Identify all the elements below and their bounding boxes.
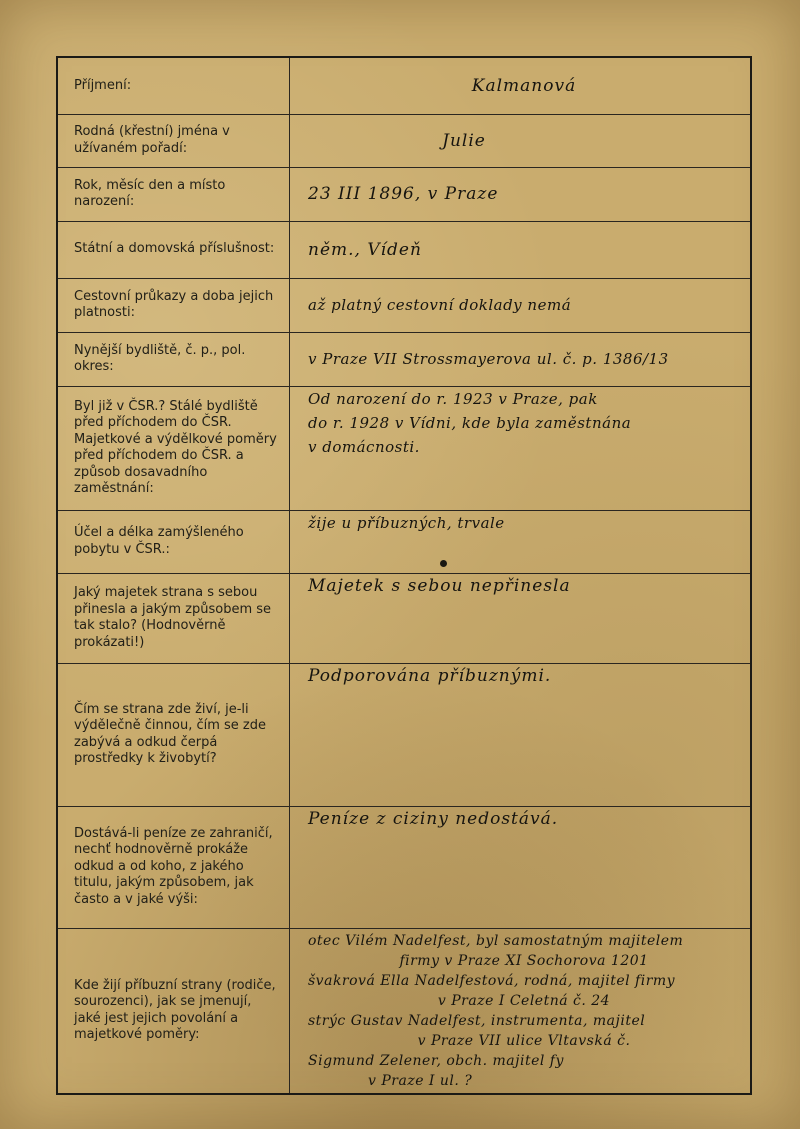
handwritten-line: do r. 1928 v Vídni, kde byla zaměstnána bbox=[308, 413, 632, 432]
form-row-previous-stay bbox=[57, 386, 751, 510]
label-text: Příjmení: bbox=[74, 77, 132, 93]
handwritten-text: v Praze VII Strossmayerova ul. č. p. 1386/13 bbox=[308, 350, 669, 368]
handwritten-line: švakrová Ella Nadelfestová, rodná, majitel firmy bbox=[308, 972, 676, 989]
registration-form-table bbox=[56, 56, 752, 1095]
handwritten-line: v Praze I ul. ? bbox=[368, 1072, 473, 1089]
form-label bbox=[57, 510, 290, 573]
form-label bbox=[57, 114, 290, 167]
form-row-foreign-money bbox=[57, 806, 751, 928]
form-label bbox=[57, 663, 290, 806]
handwritten-text: Peníze z ciziny nedostává. bbox=[308, 808, 559, 829]
handwritten-text: 23 III 1896, v Praze bbox=[308, 184, 499, 204]
label-text: Rok, měsíc den a místo narození: bbox=[74, 177, 226, 209]
form-row-surname bbox=[57, 57, 751, 114]
form-row-birth bbox=[57, 167, 751, 221]
form-row-relatives bbox=[57, 928, 751, 1094]
handwritten-line: firmy v Praze XI Sochorova 1201 bbox=[399, 952, 649, 969]
handwritten-line: v Praze VII ulice Vltavská č. bbox=[417, 1032, 631, 1049]
handwritten-line: strýc Gustav Nadelfest, instrumenta, majitel bbox=[308, 1012, 646, 1029]
form-label bbox=[57, 332, 290, 386]
label-text: Cestovní průkazy a doba jejich platnosti: bbox=[74, 288, 274, 320]
handwritten-line: Sigmund Zelener, obch. majitel fy bbox=[308, 1052, 564, 1069]
form-answer bbox=[290, 278, 752, 332]
handwritten-text: až platný cestovní doklady nemá bbox=[308, 296, 572, 314]
form-answer bbox=[290, 114, 752, 167]
label-text: Byl již v ČSR.? Stálé bydliště před příchodem do ČSR. Majetkové a výdělkové poměry před příchodem do ČSR. a způsob dosavadního zaměstnání: bbox=[74, 398, 277, 496]
handwritten-text: Majetek s sebou nepřinesla bbox=[308, 575, 571, 596]
handwritten-text: Kalmanová bbox=[471, 75, 577, 96]
form-row-nationality bbox=[57, 221, 751, 278]
ink-dot bbox=[440, 560, 447, 567]
label-text: Účel a délka zamýšleného pobytu v ČSR.: bbox=[74, 525, 244, 557]
handwritten-text: Julie bbox=[442, 130, 486, 151]
form-answer bbox=[290, 332, 752, 386]
form-answer bbox=[290, 221, 752, 278]
label-text: Jaký majetek strana s sebou přinesla a jakým způsobem se tak stalo? (Hodnověrně prokázati!) bbox=[74, 585, 272, 650]
form-row-livelihood bbox=[57, 663, 751, 806]
form-label bbox=[57, 278, 290, 332]
label-text: Čím se strana zde živí, je-li výdělečně činnou, čím se zde zabývá a odkud čerpá prostředky k živobytí? bbox=[74, 701, 266, 766]
form-label bbox=[57, 221, 290, 278]
handwritten-text: něm., Vídeň bbox=[308, 239, 422, 260]
form-label bbox=[57, 386, 290, 510]
handwritten-text: žije u příbuzných, trvale bbox=[308, 513, 505, 532]
form-label bbox=[57, 806, 290, 928]
form-row-property bbox=[57, 573, 751, 663]
handwritten-line: Od narození do r. 1923 v Praze, pak bbox=[308, 389, 598, 408]
handwritten-line: v Praze I Celetná č. 24 bbox=[437, 992, 611, 1009]
label-text: Rodná (křestní) jména v užívaném pořadí: bbox=[74, 124, 230, 156]
form-answer bbox=[290, 806, 752, 928]
form-label bbox=[57, 573, 290, 663]
form-row-purpose bbox=[57, 510, 751, 573]
form-row-travel-documents bbox=[57, 278, 751, 332]
form-answer bbox=[290, 573, 752, 663]
label-text: Nynější bydliště, č. p., pol. okres: bbox=[74, 342, 246, 374]
form-answer bbox=[290, 510, 752, 573]
form-answer bbox=[290, 386, 752, 510]
handwritten-line: otec Vilém Nadelfest, byl samostatným majitelem bbox=[308, 932, 684, 949]
form-row-residence bbox=[57, 332, 751, 386]
form-answer bbox=[290, 167, 752, 221]
handwritten-line: v domácnosti. bbox=[308, 437, 420, 456]
label-text: Dostává-li peníze ze zahraničí, nechť hodnověrně prokáže odkud a od koho, z jakého titulu, jakým způsobem, jak často a v jaké výši: bbox=[74, 825, 273, 907]
handwritten-text: Podporována příbuznými. bbox=[308, 665, 552, 686]
label-text: Státní a domovská příslušnost: bbox=[74, 241, 275, 257]
form-label bbox=[57, 57, 290, 114]
form-answer bbox=[290, 663, 752, 806]
form-row-given-names bbox=[57, 114, 751, 167]
form-label bbox=[57, 167, 290, 221]
form-answer bbox=[290, 57, 752, 114]
form-answer bbox=[290, 928, 752, 1094]
label-text: Kde žijí příbuzní strany (rodiče, sourozenci), jak se jmenují, jaké jest jejich povolání a majetkové poměry: bbox=[74, 977, 276, 1043]
form-label bbox=[57, 928, 290, 1094]
